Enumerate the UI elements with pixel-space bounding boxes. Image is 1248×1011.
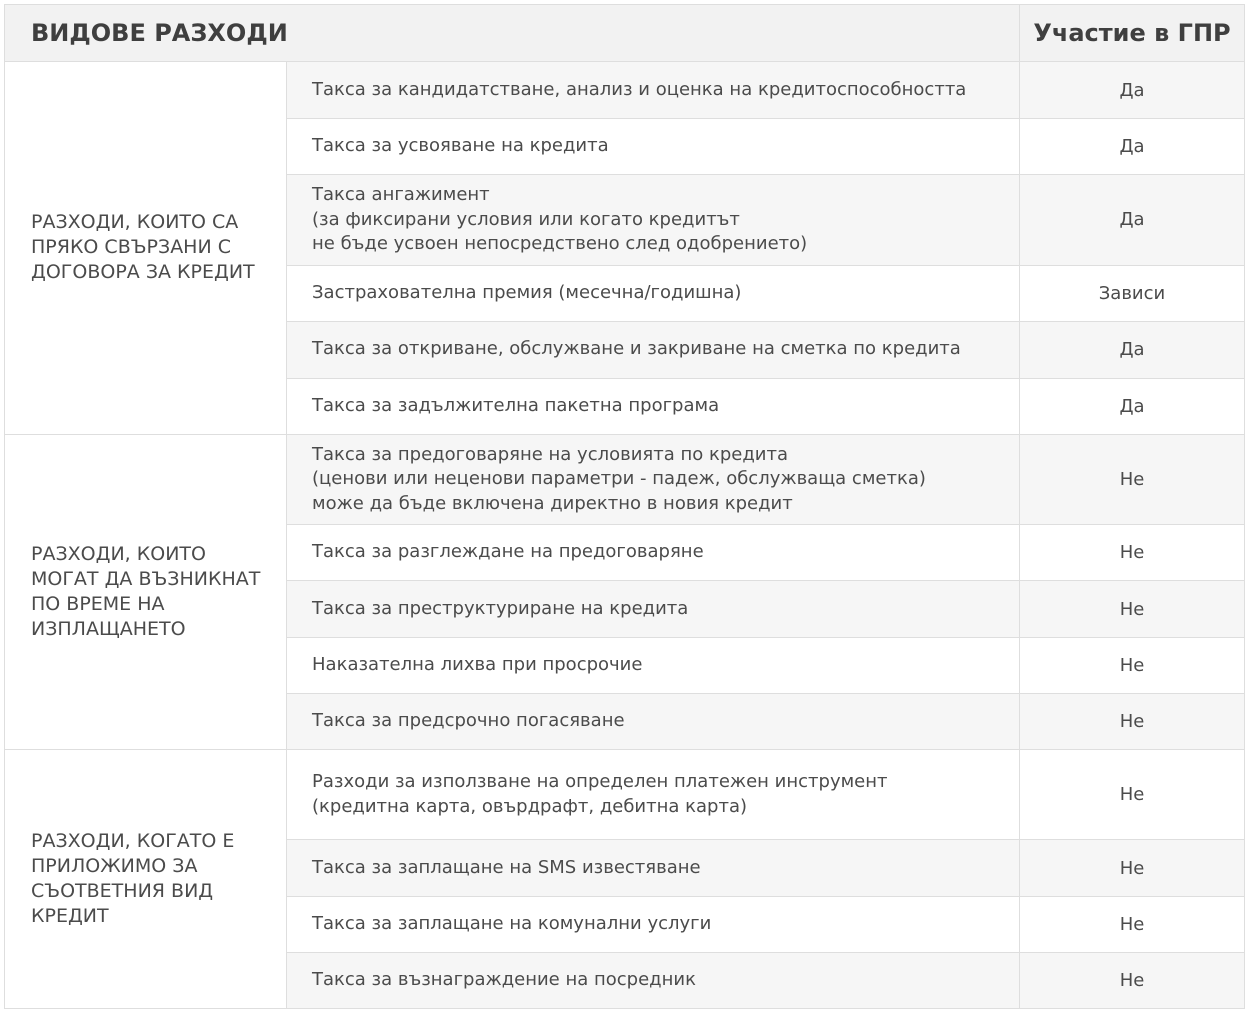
- apr-participation-value: Да: [1020, 321, 1245, 378]
- cost-item-name: Такса за предоговаряне на условията по кредита (ценови или неценови параметри - падеж, обслужваща сметка) може да бъде включена директно в новия кредит: [287, 434, 1020, 525]
- cost-item-name: Такса ангажимент (за фиксирани условия или когато кредитът не бъде усвоен непосредствено след одобрението): [287, 175, 1020, 266]
- cost-item-name: Такса за откриване, обслужване и закриване на сметка по кредита: [287, 321, 1020, 378]
- apr-participation-value: Не: [1020, 581, 1245, 638]
- header-apr-participation: Участие в ГПР: [1020, 5, 1245, 62]
- cost-item-name: Застрахователна премия (месечна/годишна): [287, 265, 1020, 321]
- table-row: [5, 750, 1245, 840]
- cost-item-name: Разходи за използване на определен платежен инструмент (кредитна карта, овърдрафт, дебитна карта): [287, 750, 1020, 840]
- apr-participation-value: Не: [1020, 694, 1245, 750]
- group-title: РАЗХОДИ, КОИТО СА ПРЯКО СВЪРЗАНИ С ДОГОВОРА ЗА КРЕДИТ: [5, 62, 287, 435]
- table-row: [5, 62, 1245, 119]
- apr-participation-value: Да: [1020, 62, 1245, 119]
- cost-item-name: Такса за преструктуриране на кредита: [287, 581, 1020, 638]
- cost-item-name: Такса за заплащане на SMS известяване: [287, 840, 1020, 897]
- apr-participation-value: Не: [1020, 525, 1245, 581]
- cost-item-name: Наказателна лихва при просрочие: [287, 638, 1020, 694]
- apr-participation-value: Не: [1020, 897, 1245, 953]
- cost-item-name: Такса за кандидатстване, анализ и оценка на кредитоспособността: [287, 62, 1020, 119]
- table-row: [5, 434, 1245, 525]
- cost-item-name: Такса за усвояване на кредита: [287, 119, 1020, 175]
- apr-participation-value: Не: [1020, 434, 1245, 525]
- apr-participation-value: Не: [1020, 840, 1245, 897]
- apr-participation-value: Да: [1020, 119, 1245, 175]
- cost-item-name: Такса за задължителна пакетна програма: [287, 378, 1020, 434]
- cost-item-name: Такса за разглеждане на предоговаряне: [287, 525, 1020, 581]
- table-header-row: [5, 5, 1245, 62]
- apr-participation-value: Да: [1020, 175, 1245, 266]
- apr-participation-value: Не: [1020, 750, 1245, 840]
- apr-participation-value: Не: [1020, 638, 1245, 694]
- apr-participation-value: Зависи: [1020, 265, 1245, 321]
- apr-participation-value: Не: [1020, 953, 1245, 1009]
- apr-participation-value: Да: [1020, 378, 1245, 434]
- cost-item-name: Такса за заплащане на комунални услуги: [287, 897, 1020, 953]
- cost-types-table: [4, 4, 1245, 1009]
- header-cost-types: ВИДОВЕ РАЗХОДИ: [5, 5, 1020, 62]
- group-title: РАЗХОДИ, КОГАТО Е ПРИЛОЖИМО ЗА СЪОТВЕТНИЯ ВИД КРЕДИТ: [5, 750, 287, 1009]
- cost-item-name: Такса за предсрочно погасяване: [287, 694, 1020, 750]
- cost-item-name: Такса за възнаграждение на посредник: [287, 953, 1020, 1009]
- group-title: РАЗХОДИ, КОИТО МОГАТ ДА ВЪЗНИКНАТ ПО ВРЕМЕ НА ИЗПЛАЩАНЕТО: [5, 434, 287, 750]
